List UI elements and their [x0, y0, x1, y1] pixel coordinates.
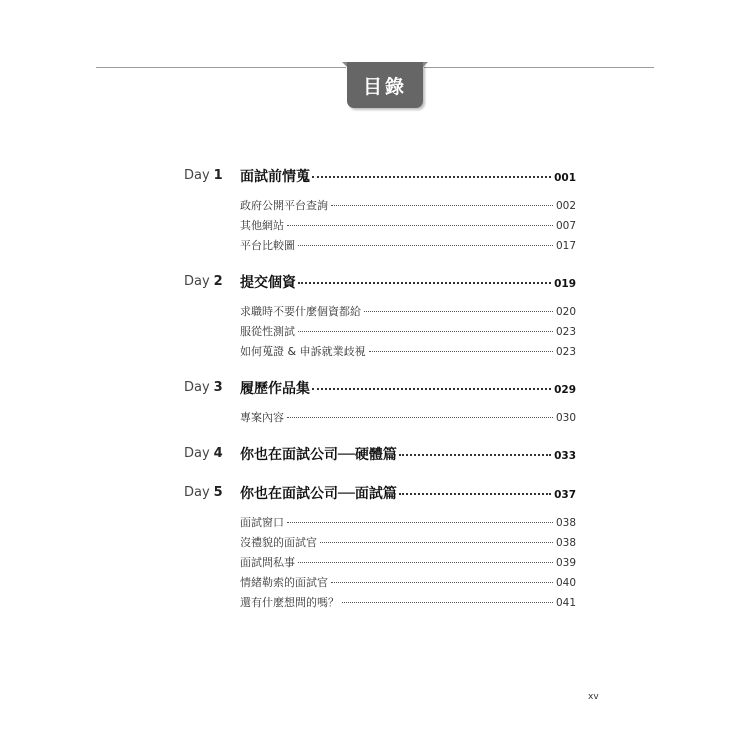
chapter-entry-3[interactable] [240, 378, 576, 398]
leader-dots [312, 176, 551, 178]
chapter-title: 履歷作品集 [240, 381, 310, 397]
chapter-title: 提交個資 [240, 275, 296, 291]
section-title: 平台比較圖 [240, 239, 295, 252]
section-page: 038 [555, 517, 576, 529]
section-entry[interactable] [240, 514, 576, 530]
chapter-entry-4[interactable] [240, 444, 576, 464]
leader-dots [342, 602, 553, 603]
section-entry[interactable] [240, 409, 576, 425]
section-title: 政府公開平台查詢 [240, 199, 328, 212]
chapter-page: 019 [554, 278, 576, 290]
section-title: 如何蒐證 & 申訴就業歧視 [240, 345, 366, 358]
section-page: 002 [555, 200, 576, 212]
section-title: 還有什麼想問的嗎？ [240, 596, 339, 609]
section-entry[interactable] [240, 217, 576, 233]
section-page: 007 [555, 220, 576, 232]
chapter-page: 029 [554, 384, 576, 396]
day-label-5: Day 5 [184, 485, 223, 500]
section-page: 023 [555, 346, 576, 358]
section-title: 專案內容 [240, 411, 284, 424]
section-page: 030 [555, 412, 576, 424]
section-title: 沒禮貌的面試官 [240, 536, 317, 549]
leader-dots [287, 417, 553, 418]
section-entry[interactable] [240, 534, 576, 550]
leader-dots [287, 522, 553, 523]
section-title: 其他網站 [240, 219, 284, 232]
leader-dots [287, 225, 553, 226]
day-label-3: Day 3 [184, 380, 223, 395]
section-entry[interactable] [240, 303, 576, 319]
chapter-title: 你也在面試公司──硬體篇 [240, 447, 397, 463]
leader-dots [320, 542, 553, 543]
day-label-2: Day 2 [184, 274, 223, 289]
section-entry[interactable] [240, 343, 576, 359]
section-entry[interactable] [240, 197, 576, 213]
leader-dots [369, 351, 553, 352]
chapter-page: 001 [554, 172, 576, 184]
chapter-page: 037 [554, 489, 576, 501]
section-entry[interactable] [240, 237, 576, 253]
section-entry[interactable] [240, 594, 576, 610]
leader-dots [298, 562, 553, 563]
leader-dots [331, 582, 553, 583]
section-title: 面試窗口 [240, 516, 284, 529]
chapter-entry-2[interactable] [240, 272, 576, 292]
chapter-title: 面試前情蒐 [240, 169, 310, 185]
leader-dots [399, 454, 551, 456]
section-page: 040 [555, 577, 576, 589]
leader-dots [298, 245, 553, 246]
leader-dots [298, 331, 553, 332]
section-title: 面試問私事 [240, 556, 295, 569]
leader-dots [331, 205, 553, 206]
leader-dots [364, 311, 553, 312]
chapter-entry-5[interactable] [240, 483, 576, 503]
section-page: 020 [555, 306, 576, 318]
leader-dots [312, 388, 551, 390]
section-page: 041 [555, 597, 576, 609]
chapter-entry-1[interactable] [240, 166, 576, 186]
section-title: 服從性測試 [240, 325, 295, 338]
chapter-page: 033 [554, 450, 576, 462]
section-entry[interactable] [240, 323, 576, 339]
section-page: 038 [555, 537, 576, 549]
section-page: 023 [555, 326, 576, 338]
day-label-1: Day 1 [184, 168, 223, 183]
page-number: xv [588, 692, 599, 702]
section-entry[interactable] [240, 554, 576, 570]
chapter-title: 你也在面試公司──面試篇 [240, 486, 397, 502]
section-page: 017 [555, 240, 576, 252]
leader-dots [298, 282, 551, 284]
leader-dots [399, 493, 551, 495]
section-title: 求職時不要什麼個資都給 [240, 305, 361, 318]
section-entry[interactable] [240, 574, 576, 590]
section-page: 039 [555, 557, 576, 569]
page-title: 目錄 [347, 62, 423, 108]
day-label-4: Day 4 [184, 446, 223, 461]
section-title: 情緒勒索的面試官 [240, 576, 328, 589]
